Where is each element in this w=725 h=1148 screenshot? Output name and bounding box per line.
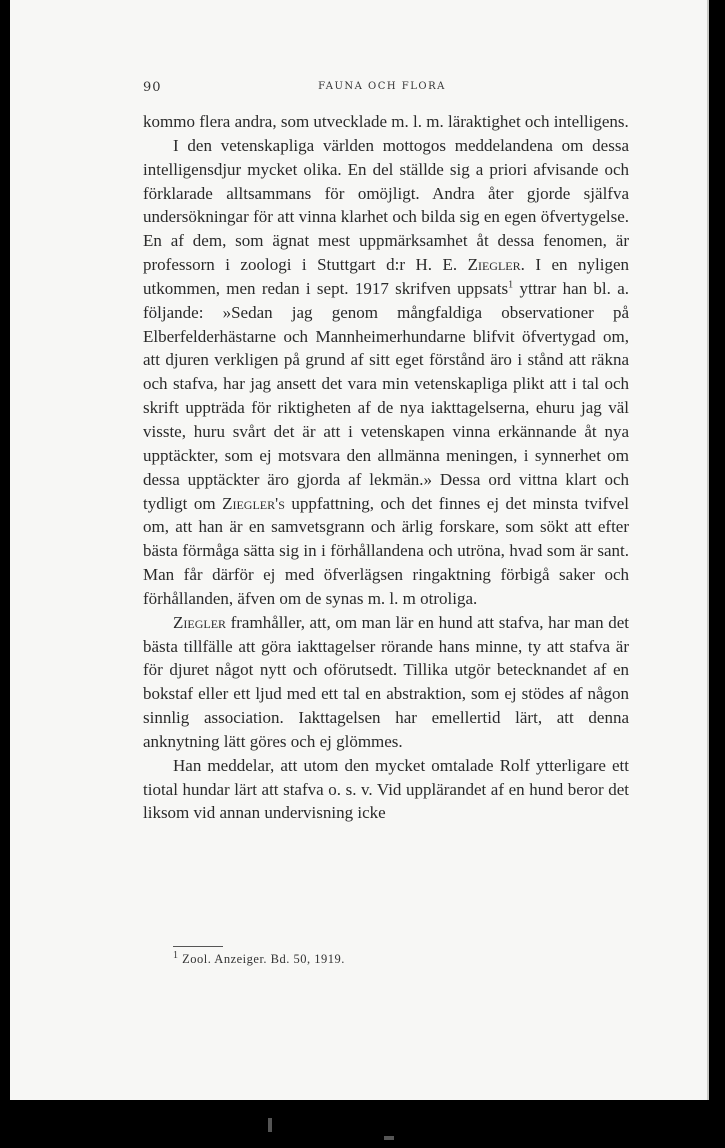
paragraph-2 — [143, 134, 629, 611]
paragraph-2-text-a: I den vetenskapliga världen mottogos meddelandena om dessa intelligensdjur mycket olika. En del ställde sig a priori afvisande och förklarade alltsammans för omöjligt. Andra åter gjorde själfva undersökningar för att vinna klarhet och bilda sig en egen öfvertygelse. En af dem, som ägnat mest uppmärksamhet åt dessa fenomen, är professorn i zoologi i Stuttgart d:r H. E. — [143, 135, 629, 275]
paragraph-2-text-b: . I en nyligen utkommen, men redan i sept. 1917 skrifven uppsats — [143, 255, 629, 298]
page-header — [133, 80, 631, 96]
running-title: FAUNA OCH FLORA — [318, 81, 446, 92]
footnote — [173, 949, 345, 967]
author-name: Ziegler — [173, 612, 227, 632]
author-name: Ziegler — [467, 255, 521, 275]
author-name-possessive: Ziegler's — [222, 493, 285, 513]
body-text — [143, 110, 629, 825]
scan-artifact-mark — [384, 1136, 394, 1140]
footnote-reference: 1 — [508, 279, 514, 291]
page-edge-shadow — [707, 0, 709, 1100]
footnote-divider — [173, 946, 223, 947]
paragraph-1: kommo flera andra, som utvecklade m. l. m. läraktighet och intelligens. — [143, 112, 629, 131]
paragraph-3 — [143, 611, 629, 754]
footnote-text: Zool. Anzeiger. Bd. 50, 1919. — [182, 952, 345, 966]
paragraph-2-text-c: yttrar han bl. a. följande: »Sedan jag genom mångfaldiga observationer på Elberfelderhästarne och Mannheimerhundarne blifvit öfvertygad om, att djuren verkligen på grund af sitt eget förstånd äro i stånd att räkna och stafva, har jag ansett det vara min vetenskapliga plikt att i tal och skrift uppträda för riktigheten af de nya iakttagelserna, ehuru jag väl visste, huru svårt det är att i vetenskapen vinna erkännande åt nya upptäckter, som ej motsvara den allmänna meningen, i synnerhet om dessa upptäckter äro gjorda af lekmän.» Dessa ord vittna klart och tydligt om — [143, 278, 629, 513]
scan-artifact-mark — [268, 1118, 272, 1132]
paragraph-3-text: framhåller, att, om man lär en hund att stafva, har man det bästa tillfälle att göra iakttagelser rörande hans minne, ty att stafva är för djuret något nytt och oförutsedt. Tillika utgör betecknandet af en bokstaf eller ett ljud med ett tal en abstraktion, som ej stödes af någon sinnlig association. Iakttagelsen har emellertid lärt, att denna anknytning lätt göres och ej glömmes. — [143, 612, 629, 751]
paragraph-4: Han meddelar, att utom den mycket omtalade Rolf ytterligare ett tiotal hundar lärt att stafva o. s. v. Vid upplärandet af en hund beror det liksom vid annan undervisning icke — [143, 755, 629, 823]
footnote-marker: 1 — [173, 949, 179, 961]
paragraph-2-text-d: uppfattning, och det finnes ej det minsta tvifvel om, att han är en samvetsgrann och ärlig forskare, som sökt att efter bästa förmåga sätta sig in i förhållandena och utröna, hvad som är sant. Man får därför ej med öfverlägsen ringaktning förbigå saker och förhållanden, äfven om de synas m. l. m otroliga. — [143, 493, 629, 608]
page-number: 90 — [143, 80, 162, 95]
